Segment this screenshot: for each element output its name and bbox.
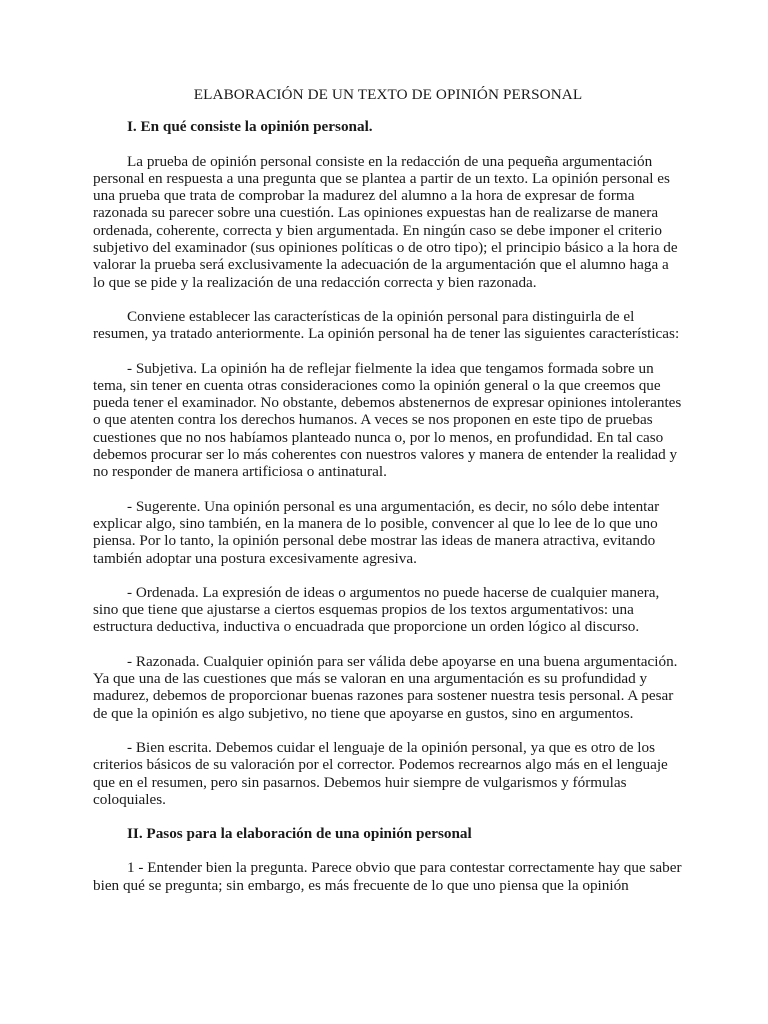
paragraph-ordenada: - Ordenada. La expresión de ideas o argumentos no puede hacerse de cualquier manera, sino que tiene que ajustarse a ciertos esquemas propios de los textos argumentativos: una estructura deductiva, inductiva o encuadrada que proporcione un orden lógico al discurso. [93, 583, 660, 636]
paragraph-subjetiva: - Subjetiva. La opinión ha de reflejar fielmente la idea que tengamos formada sobre un tema, sin tener en cuenta otras consideraciones como la opinión general o la que creemos que pueda tener el examinador. No obstante, debemos abstenernos de expresar opiniones intolerantes o que atenten contra los derechos humanos. A veces se nos proponen en este tipo de pruebas cuestiones que no nos habíamos planteado nunca o, por lo menos, en profundidad. En tal caso debemos procurar ser lo más coherentes con nuestros valores y manera de entender la realidad y no responder de manera artificiosa o antinatural. [93, 359, 682, 481]
section-heading-1: I. En qué consiste la opinión personal. [127, 118, 373, 136]
paragraph-bien-escrita: - Bien escrita. Debemos cuidar el lenguaje de la opinión personal, ya que es otro de los criterios básicos de su valoración por el corrector. Podemos recrearnos algo más en el lenguaje que en el resumen, pero sin pasarnos. Debemos huir siempre de vulgarismos y fórmulas coloquiales. [93, 738, 668, 808]
document-title: ELABORACIÓN DE UN TEXTO DE OPINIÓN PERSONAL [193, 86, 583, 103]
paragraph-intro: La prueba de opinión personal consiste en la redacción de una pequeña argumentación personal en respuesta a una pregunta que se plantea a partir de un texto. La opinión personal es una prueba que trata de comprobar la madurez del alumno a la hora de expresar de forma razonada su parecer sobre una cuestión. Las opiniones expuestas han de realizarse de manera ordenada, coherente, correcta y bien argumentada. En ningún caso se debe imponer el criterio subjetivo del examinador (sus opiniones políticas o de otro tipo); el principio básico a la hora de valorar la prueba será exclusivamente la adecuación de la argumentación que el alumno haga a lo que se pide y la realización de una redacción correcta y bien razonada. [93, 152, 678, 291]
section-heading-2: II. Pasos para la elaboración de una opinión personal [127, 825, 472, 843]
paragraph-razonada: - Razonada. Cualquier opinión para ser válida debe apoyarse en una buena argumentación. Ya que una de las cuestiones que más se valoran en una argumentación es su profundidad y madurez, debemos de proporcionar buenas razones para sostener nuestra tesis personal. A pesar de que la opinión es algo subjetivo, no tiene que apoyarse en gustos, sino en argumentos. [93, 652, 678, 722]
paragraph-step-1: 1 - Entender bien la pregunta. Parece obvio que para contestar correctamente hay que saber bien qué se pregunta; sin embargo, es más frecuente de lo que uno piensa que la opinión [93, 859, 682, 894]
paragraph-characteristics: Conviene establecer las características de la opinión personal para distinguirla de el resumen, ya tratado anteriormente. La opinión personal ha de tener las siguientes características: [93, 307, 680, 343]
paragraph-sugerente: - Sugerente. Una opinión personal es una argumentación, es decir, no sólo debe intentar explicar algo, sino también, en la manera de lo posible, convencer al que lo lee de lo que uno piensa. Por lo tanto, la opinión personal debe mostrar las ideas de manera atractiva, evitando también adoptar una postura excesivamente agresiva. [93, 497, 660, 567]
document-body [93, 86, 683, 894]
